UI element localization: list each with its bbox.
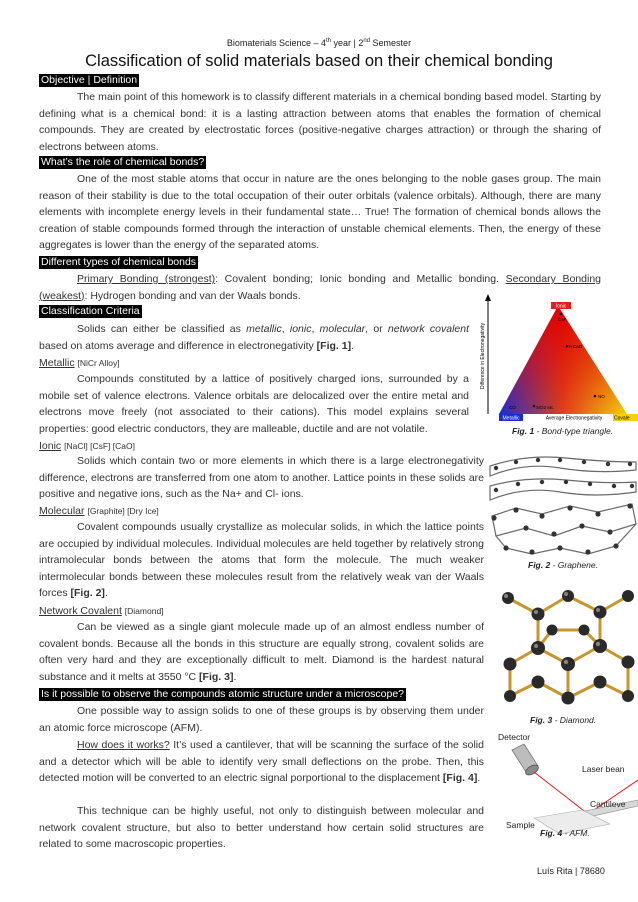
- laser-reflected: [534, 772, 588, 814]
- section-heading-microscope: Is it possible to observe the compounds atomic structure under a microscope?: [41, 688, 405, 700]
- network-text: Can be viewed as a single giant molecule made up of an almost endless number of covalent bonds. Because all the bonds in this structure are equally strong, covalent solids are often very hard and they are exceptionally difficult to melt. Diamond is the hardest natural substance and it melts at 3550 °C [Fig. 3].: [39, 621, 484, 683]
- fig2-caption: Fig. 2 - Graphene.: [528, 560, 598, 570]
- molecular-text: Covalent compounds usually crystallize as molecular solids, in which the lattice points are occupied by individual molecules. Individual molecules are held together by relatively strong intramolecular bonds between the atoms that form the molecule. The much weaker intermolecular bonds between these molecules result from the relatively weak van der Waals forces [Fig. 2].: [39, 521, 484, 599]
- section-heading-objective: Objective | Definition: [41, 74, 138, 86]
- x-axis-label: Average Electronegativity: [545, 415, 603, 422]
- page-header: Biomaterials Science – 4th year | 2nd Semester: [226, 38, 412, 48]
- fig4-caption: Fig. 4 - AFM.: [540, 828, 590, 838]
- objective-text: The main point of this homework is to classify different materials in a chemical bonding based model. Starting by defining what is a chemical bond: it is a lasting attraction between atoms that enables the formation of chemical compounds. They are created by electrostatic forces (positive-negative charges attraction) or through the sharing of electrons between atoms.: [39, 91, 601, 153]
- diamond-figure: [488, 578, 638, 712]
- point-sio2: [533, 405, 536, 408]
- detector-icon: [512, 744, 540, 777]
- role-text: One of the most stable atoms that occur in nature are the ones belonging to the noble gases group. The main reason of their stability is due to the total occupation of their outer orbitals (valence orbitals). Although, there are many elements with incomplete energy levels in their fundamental state… True! The formation of chemical bonds allows the creation of stable compounds formed through the interaction of unstable chemical elements. Then, the energy of these aggregates is lower than the energy of the separated atoms.: [39, 173, 601, 251]
- point-no: [594, 395, 597, 398]
- bond-type-triangle-figure: [478, 290, 638, 428]
- page-title: Classification of solid materials based on their chemical bonding: [85, 52, 553, 70]
- afm-cantilever-label: Cantileve: [590, 799, 626, 809]
- fig1-caption: Fig. 1 - Bond-type triangle.: [512, 426, 614, 436]
- y-axis-arrow: [485, 294, 491, 301]
- y-axis-label: Difference in Electronegativity: [480, 322, 486, 390]
- graphene-layer-3-edge: [496, 524, 636, 554]
- corner-metallic-label: Metallic: [502, 415, 520, 422]
- corner-ionic-label: Ionic: [555, 303, 567, 310]
- point-csf-label: CsF: [558, 317, 567, 322]
- afm-detector-label: Detector: [498, 732, 531, 742]
- point-csf: [560, 313, 563, 316]
- microscope-text-2: How does it works? It’s used a cantilever, that will be scanning the surface of the solid and a detector which will be able to identify very small deflections on the probe. Then, this detected motion will be converted to an electric signal porportional to the displacement [Fig. 4].: [39, 739, 484, 784]
- types-text: Primary Bonding (strongest): Covalent bonding; Ionic bonding and Metallic bonding. Secondary Bonding (weakest): Hydrogen bonding and van der Waals bonds.: [39, 273, 602, 302]
- fig3-caption: Fig. 3 - Diamond.: [530, 715, 597, 725]
- graphene-layer-2: [490, 479, 636, 500]
- microscope-text-1: One possible way to assign solids to one of these groups is by observing them under an atomic force microscope (AFM).: [39, 705, 484, 734]
- section-heading-types: Different types of chemical bonds: [41, 256, 197, 268]
- section-heading-role: What’s the role of chemical bonds?: [41, 156, 205, 168]
- microscope-text-3: This technique can be highly useful, not only to distinguish between molecular and network covalent structure, but also to better understand how certain solid structures are related to some macroscopic properties.: [39, 805, 484, 850]
- point-cao-label: n-CaO: [569, 344, 583, 349]
- point-co-label: CO: [509, 405, 516, 410]
- subheading-molecular: Molecular [Graphite] [Dry Ice]: [39, 505, 159, 517]
- corner-covalent-label: Covale: [614, 415, 630, 422]
- afm-laser-label: Laser bean: [582, 764, 625, 774]
- page-footer: Luís Rita | 78680: [537, 866, 605, 876]
- triangle-ionic-overlay: [499, 303, 627, 414]
- section-heading-criteria: Classification Criteria: [41, 305, 140, 317]
- subheading-network-covalent: Network Covalent [Diamond]: [39, 605, 164, 617]
- subheading-metallic: Metallic [NiCr Alloy]: [39, 357, 120, 369]
- subheading-ionic: Ionic [NaCl] [CsF] [CaO]: [39, 440, 135, 452]
- ionic-text: Solids which contain two or more elements in which there is a large electronegativity difference, electrons are transferred from one atom to another. Lattice points in these solids are positive and negative ions, such as the Na+ and Cl- ions.: [39, 455, 484, 500]
- afm-figure: [498, 730, 638, 840]
- graphene-layer-1: [490, 457, 636, 476]
- criteria-text: Solids can either be classified as metallic, ionic, molecular, or network covalent based on atoms average and difference in electronegativity [Fig. 1].: [39, 323, 469, 352]
- graphene-figure: [486, 452, 638, 556]
- metallic-text: Compounds constituted by a lattice of positively charged ions, surrounded by a mobile set of valence electrons. Valence orbitals are delocalized over the entire metal and electrons move freely (not associated to their cations). This model explains several properties: good electric conductors, they are malleable, ductile and are not volatile.: [39, 373, 469, 435]
- point-no-label: NO: [598, 394, 605, 399]
- point-cao: [566, 345, 569, 348]
- graphene-layer-3: [492, 504, 636, 536]
- point-sio2-label: SiO2 etc.: [536, 405, 555, 410]
- afm-sample-label: Sample: [506, 820, 535, 830]
